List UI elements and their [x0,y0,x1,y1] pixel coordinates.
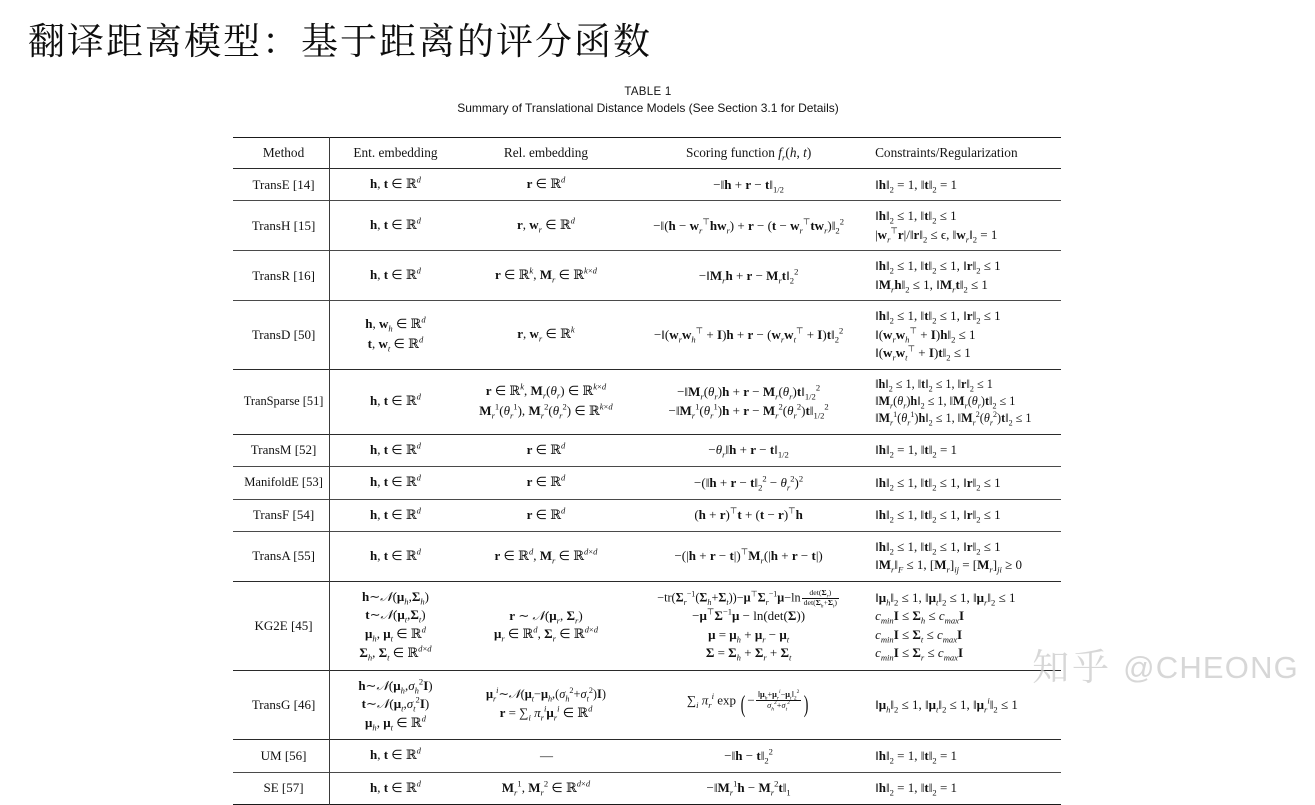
row-rel-transm: r ∈ ℝ$^d$ [526,440,566,458]
row-method-transr: TransR [16] [233,251,330,301]
row-ent-transh: h, t ∈ ℝ$^d$ [369,215,421,234]
watermark [1032,646,1299,689]
row-cons-transh: $‖h‖_2 \le 1$, $‖t‖_2 \le 1$ $|w_r^⊤r|/‖r‖_2 \le \epsilon$, $‖w_r‖_2 = 1$ [875,208,998,245]
watermark-handle: @CHEONG [1123,650,1299,685]
row-ent-transparse: h, t ∈ ℝ$^d$ [369,391,421,409]
row-score-um: −‖h − $t‖_2^2$ [724,746,773,766]
row-score-transm: $-\theta_r‖h + r$ − $t‖_{1/2}$ [708,442,789,460]
table-row [233,581,1061,670]
row-rel-transparse: r ∈ ℝ$^k$, $M_r(\theta_r)$ ∈ ℝ$^{k\times d}$ $M_r^1(\theta_r^1)$, $M_r^2(\theta_r^2)$ ∈ ℝ$^{k\times d}$ [479,381,613,421]
row-ent-transg: $h\sim 𝒩(\mu_h,\sigma_h^2I)$ $t\sim 𝒩(\mu_t,\sigma_t^2I)$ $\mu_h$, $\mu_t$ ∈ ℝ$^d$ [358,676,433,733]
row-score-transr: $-‖M_rh + r$ − $M_rt‖_2^2$ [698,266,799,286]
row-rel-um: — [539,747,552,763]
row-rel-transr: r ∈ ℝ$^k$, $M_r$ ∈ ℝ$^{k\times d}$ [495,265,597,285]
table-row [233,467,1061,499]
row-rel-transe: r ∈ ℝ$^d$ [526,174,566,192]
table-row [233,169,1061,201]
page-title: 翻译距离模型：基于距离的评分函数 [28,20,652,63]
row-cons-kg2e: $‖\mu_h‖_2 \le 1$, $‖\mu_t‖_2 \le 1$, $‖\mu_r‖_2 \le 1$ $c_{min}I \le \Sigma_h \le c_{max}I$ $c_{min}I \le \Sigma_t \le c_{max}I$ $c_{min}I \le \Sigma_r \le c_{max}I$ [875,589,1016,663]
row-ent-manifolde: h, t ∈ ℝ$^d$ [369,472,421,491]
row-method-transf: TransF [54] [233,499,330,531]
row-ent-um: h, t ∈ ℝ$^d$ [369,745,421,764]
row-score-manifolde: −(‖h + $r - t‖_2^2 - \theta_r^2)^2$ [694,473,804,493]
row-cons-transa: $‖h‖_2 \le 1$, $‖t‖_2 \le 1$, $‖r‖_2 \le 1$ $‖M_r‖_F \le 1$, $[M_r]_{ij} = [M_r]_{ji} \ge 0$ [875,538,1023,576]
column-header-scoring-function: Scoring function $f_r(h$, t) [685,145,812,163]
table-row [233,251,1061,301]
row-rel-transa: r ∈ ℝ$^d$, $M_r$ ∈ ℝ$^{d\times d}$ [494,546,598,566]
row-cons-transd: $‖h‖_2 \le 1$, $‖t‖_2 \le 1$, $‖r‖_2 \le 1$ $‖(w_rw_h^⊤$ + $I)h‖_2 \le 1$ $‖(w_rw_t^⊤$ + $I)t‖_2 \le 1$ [875,308,1001,363]
table-row [233,301,1061,369]
row-method-transd: TransD [50] [233,301,330,369]
table-row [233,670,1061,739]
row-rel-transh: r, $w_r$ ∈ ℝ$^d$ [517,215,575,235]
row-method-transa: TransA [55] [233,531,330,581]
row-method-transparse: TranSparse [51] [233,369,330,434]
row-method-kg2e: KG2E [45] [233,581,330,670]
row-method-transm: TransM [52] [233,434,330,466]
row-score-transe: −‖h + $r - t‖_{1/2}$ [713,176,784,195]
row-method-transg: TransG [46] [233,670,330,739]
table-caption-text: Summary of Translational Distance Models (See Section 3.1 for Details) [457,101,839,115]
row-method-um: UM [56] [233,740,330,772]
row-score-transd: $-‖(w_rw_h^⊤ + I)h + r - (w_rw_t^⊤$ + $I)t‖_2^2$ [653,325,844,345]
row-rel-transd: r, $w_r$ ∈ ℝ$^k$ [517,324,575,344]
row-ent-transd: h, $w_h$ ∈ ℝ$^d$ t, $w_t$ ∈ ℝ$^d$ [365,315,426,354]
row-ent-kg2e: $h\sim 𝒩(\mu_h,\Sigma_h)$ $t\sim 𝒩(\mu_t,\Sigma_t)$ $\mu_h$, $\mu_t$ ∈ ℝ$^d$ $\Sigma_h$, $\Sigma_t$ ∈ ℝ$^{d\times d}$ [359,588,432,663]
row-method-transh: TransH [15] [233,201,330,251]
row-cons-transf: $‖h‖_2 \le 1$, $‖t‖_2 \le 1$, $‖r‖_2 \le 1$ [875,507,1001,525]
row-cons-transr: $‖h‖_2 \le 1$, $‖t‖_2 \le 1$, $‖r‖_2 \le 1$ $‖M_rh‖_2 \le 1$, $‖M_rt‖_2 \le 1$ [875,258,1001,295]
table-row [233,201,1061,251]
row-score-transg: $\sum_i$ $\pi_r^i$ exp ( − $\frac{‖\mu_h+\mu_r^i-\mu_t‖_2^2}{\sigma_h^2+\sigma_t^2}$ ) [686,689,809,718]
row-cons-um: $‖h‖_2 = 1$, $‖t‖_2 = 1$ [875,747,958,766]
table-header-row [233,138,1061,169]
row-score-kg2e: $-tr(\Sigma_r^{-1}(\Sigma_h+\Sigma_t))-\mu^⊤\Sigma_r^{-1}\mu-\ln$ $\frac{\det(\Sigma_r)}{\det(\Sigma_h+\Sigma_t)}$ $-\mu^⊤\Sigma^{-1}\mu - \ln(\det(\Sigma))$ $\mu = \mu_h + \mu_r - \mu_t$ $\Sigma = \Sigma_h + \Sigma_r + \Sigma_t$ [657,587,838,663]
row-cons-manifolde: $‖h‖_2 \le 1$, $‖t‖_2 \le 1$, $‖r‖_2 \le 1$ [875,474,1001,493]
translational-distance-models-table [233,137,1061,805]
row-method-manifolde: ManifoldE [53] [233,467,330,499]
row-rel-transf: r ∈ ℝ$^d$ [526,505,566,523]
row-cons-transparse: $‖h‖_2 \le 1$, $‖t‖_2 \le 1$, $‖r‖_2 \le 1$ $‖M_r(\theta_r)h‖_2 \le 1$, $‖M_r(\theta_r)t‖_2 \le 1$ $‖M_r^1(\theta_r^1)h‖_2 \le 1$, $‖M_r^2(\theta_r^2)t‖_2 \le 1$ [875,376,1032,428]
row-method-transe: TransE [14] [233,169,330,201]
row-cons-transm: $‖h‖_2 = 1$, $‖t‖_2 = 1$ [875,442,958,460]
row-score-transf: (h + r)⊤t + (t − r)⊤h [694,505,803,523]
table-row [233,499,1061,531]
table-row [233,740,1061,772]
row-rel-transg: $\mu_r^i\sim 𝒩(\mu_t-\mu_h,(\sigma_h^2+\sigma_t^2)I)$ $r = \sum_i$ $\pi_r^i\mu_r^i$ ∈ ℝ$^d$ [486,686,606,723]
row-ent-transa: h, t ∈ ℝ$^d$ [369,546,421,564]
row-score-transparse: $-‖M_r(\theta_r)h + r$ − $M_r(\theta_r)t‖_{1/2}^2$ $-‖M_r^1(\theta_r^1)h + r$ − $M_r^2(\theta_r^2)t‖_{1/2}^2$ [668,382,829,421]
table-row [233,772,1061,804]
row-cons-transg: $‖\mu_h‖_2 \le 1$, $‖\mu_t‖_2 \le 1$, $‖\mu_r^i‖_2 \le 1$ [875,695,1018,715]
column-header-rel-embedding: Rel. embedding [503,145,589,160]
column-header-constraints: Constraints/Regularization [875,145,1018,160]
row-ent-transf: h, t ∈ ℝ$^d$ [369,505,421,523]
table-caption [233,84,1063,117]
row-method-se: SE [57] [233,772,330,804]
row-rel-kg2e: r ∼ $𝒩(\mu_r$, $\Sigma_r$) $\mu_r$ ∈ ℝ$^d$, $\Sigma_r$ ∈ ℝ$^{d\times d}$ [493,607,599,644]
row-ent-se: h, t ∈ ℝ$^d$ [369,778,421,796]
row-rel-manifolde: r ∈ ℝ$^d$ [526,472,566,491]
row-cons-transe: $‖h‖_2 = 1$, $‖t‖_2 = 1$ [875,176,958,195]
row-score-transh: −‖(h − $w_r^⊤hw_r) + r - (t$ − $w_r^⊤tw_r)‖_2^2$ [653,216,844,236]
table-row [233,369,1061,434]
row-score-se: $-‖M_r^1h$ − $M_r^2t‖_1$ [706,778,791,798]
row-ent-transm: h, t ∈ ℝ$^d$ [369,440,421,458]
row-ent-transe: h, t ∈ ℝ$^d$ [369,174,421,192]
watermark-zhihu-logo: 知乎 [1032,646,1113,689]
column-header-ent-embedding: Ent. embedding [353,145,438,160]
table-row [233,434,1061,466]
row-ent-transr: h, t ∈ ℝ$^d$ [369,265,421,284]
row-cons-se: $‖h‖_2 = 1$, $‖t‖_2 = 1$ [875,780,958,798]
row-score-transa: $-(|h + r - t|)^⊤M_r(|h + r - t|)$ [674,546,823,566]
column-header-method: Method [233,138,330,169]
row-rel-se: $M_r^1$, $M_r^2$ ∈ ℝ$^{d\times d}$ [501,778,591,798]
table-caption-number: TABLE 1 [624,86,672,98]
table-row [233,531,1061,581]
